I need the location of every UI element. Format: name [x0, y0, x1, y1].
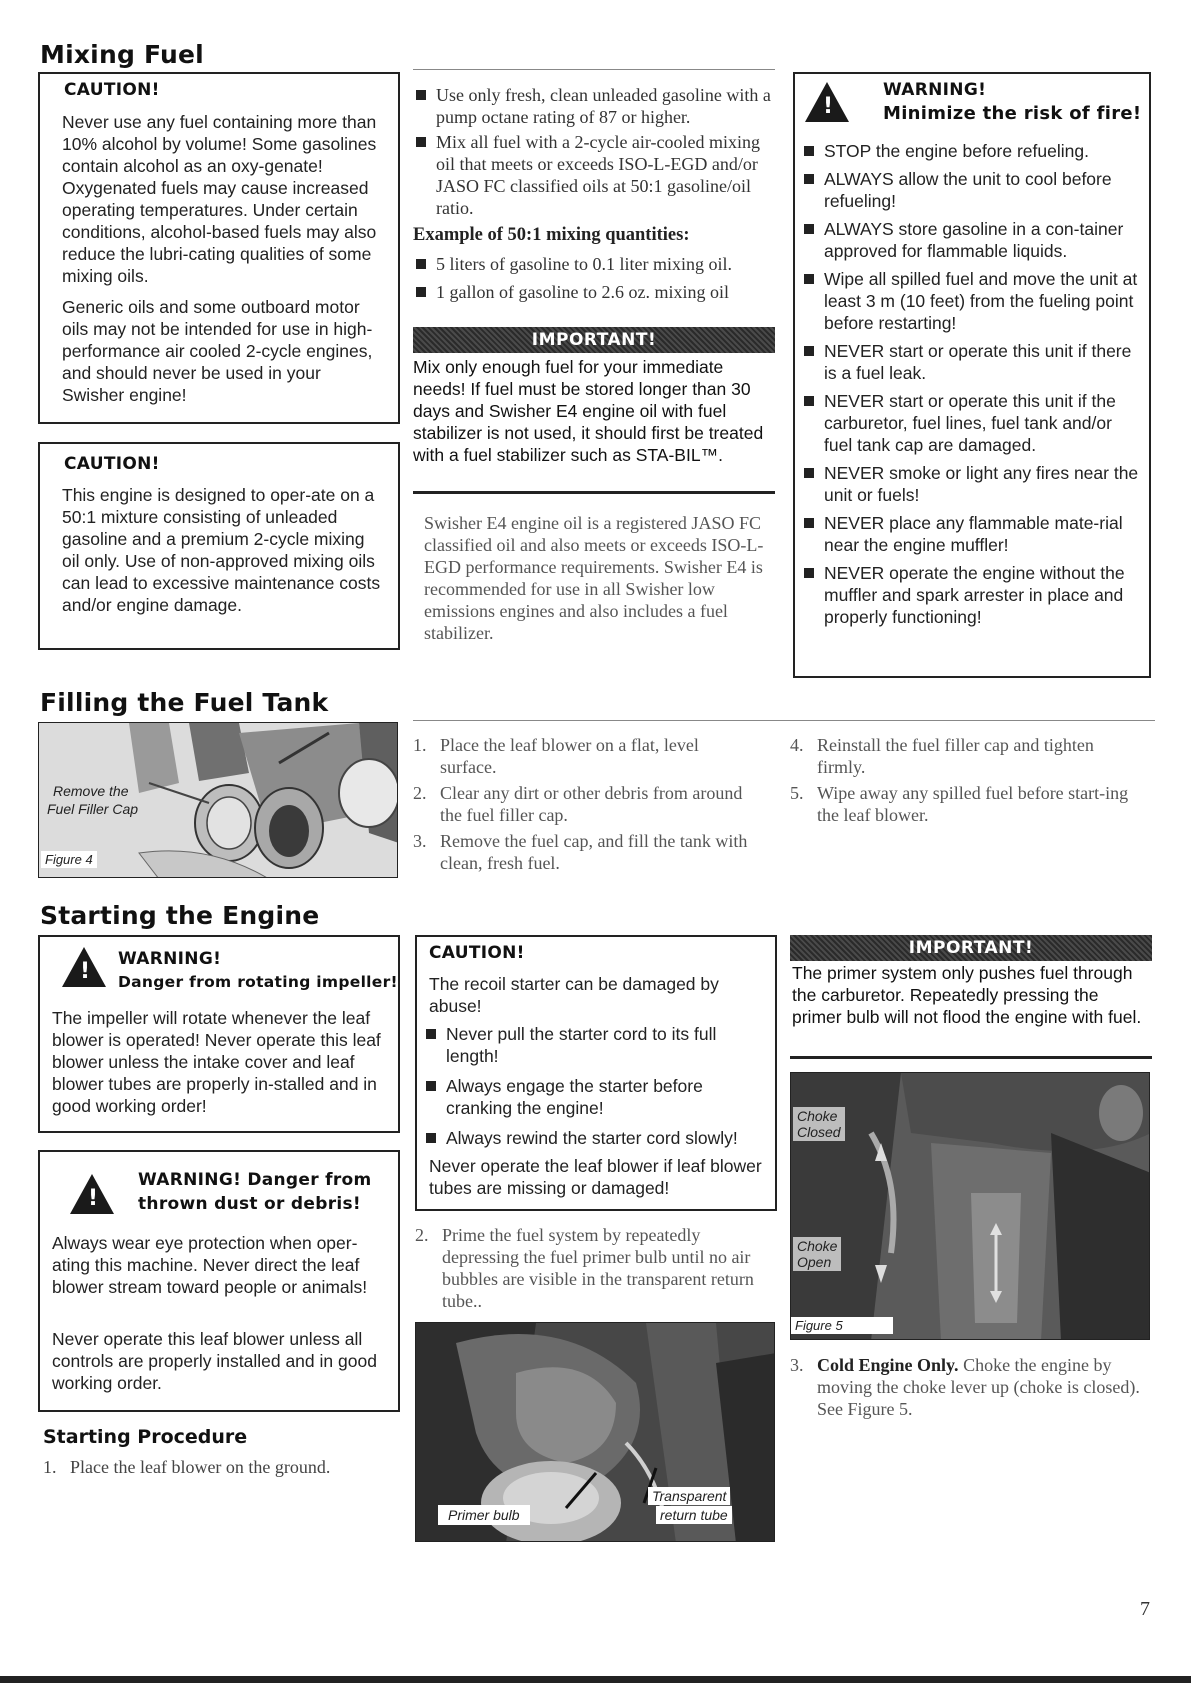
figure-tag: Figure 4: [41, 851, 97, 868]
figure-5-photo: [790, 1072, 1150, 1340]
caution-title: CAUTION!: [64, 454, 160, 474]
starting-step-1: [43, 1456, 403, 1482]
filling-steps-left: [413, 734, 753, 878]
step-bold-text: Cold Engine Only.: [817, 1355, 959, 1375]
list-item: ALWAYS allow the unit to cool before refueling!: [801, 168, 1141, 212]
list-item: [413, 782, 753, 826]
warning-title: WARNING!: [138, 1170, 242, 1190]
figure-label: Remove the: [53, 783, 129, 799]
warning-subtitle: thrown dust or debris!: [138, 1194, 361, 1214]
choke-label-word: Choke: [797, 1238, 838, 1254]
figure-label: Fuel Filler Cap: [47, 801, 139, 817]
example-bullets: [413, 253, 778, 306]
choke-lever-illustration: [791, 1073, 1150, 1340]
caution-oils-text: Generic oils and some outboard motor oils may not be intended for use in high-performance air cooled 2-cycle engines, and should never be used in your Swisher engine!: [62, 297, 373, 405]
warning-title: WARNING!: [118, 949, 222, 969]
transparent-label: Transparent: [648, 1487, 730, 1505]
list-item: [790, 782, 1130, 826]
warning-box-debris: [38, 1150, 400, 1412]
divider: [790, 1056, 1152, 1059]
step-number: 1.: [413, 735, 427, 755]
step-text: Remove the fuel cap, and fill the tank with clean, fresh fuel.: [440, 831, 748, 873]
section-title-mixing-fuel: Mixing Fuel: [40, 40, 204, 69]
list-item: NEVER start or operate this unit if there is a fuel leak.: [801, 340, 1141, 384]
figure-4-photo: [38, 722, 398, 878]
warning-box-impeller: [38, 935, 400, 1133]
warning-subtitle: Danger from rotating impeller!: [118, 973, 398, 991]
swisher-oil-note: Swisher E4 engine oil is a registered JASO FC classified oil and also meets or exceeds ISO-L-EGD performance requirements. Swisher E4 is recommended for use in all Swisher low emissions engines and also includes a fuel stabilizer.: [424, 513, 764, 643]
important-banner: IMPORTANT!: [413, 327, 775, 353]
list-item: Wipe all spilled fuel and move the unit at least 3 m (10 feet) from the fueling point before restarting!: [801, 268, 1141, 334]
page-number: 7: [1140, 1598, 1150, 1620]
list-item: ALWAYS store gasoline in a con-tainer approved for flammable liquids.: [801, 218, 1141, 262]
caution-title: CAUTION!: [429, 943, 525, 963]
caution-alcohol-text: Never use any fuel containing more than 10% alcohol by volume! Some gasolines contain alcohol as an oxy-genate! Oxygenated fuels may cause increased operating temperatures. Under certain conditions, alcohol-based fuels may also reduce the lubri-cating qualities of some mixing oils.: [62, 112, 377, 286]
important-text: Mix only enough fuel for your immediate needs! If fuel must be stored longer than 30 days and Swisher E4 engine oil with fuel stabilizer is not used, it should first be treated with a fuel stabilizer such as STA-BIL™.: [413, 357, 764, 465]
list-item: NEVER smoke or light any fires near the unit or fuels!: [801, 462, 1141, 506]
caution-box-recoil: [415, 935, 777, 1211]
step-number: 2.: [415, 1225, 429, 1245]
important-text: The primer system only pushes fuel through the carburetor. Repeatedly pressing the primer bulb will not flood the engine with fuel.: [792, 963, 1142, 1027]
list-item: 5 liters of gasoline to 0.1 liter mixing oil.: [413, 253, 778, 275]
important-banner: IMPORTANT!: [790, 935, 1152, 961]
warning-subtitle: Minimize the risk of fire!: [883, 103, 1142, 124]
return-tube-label: return tube: [656, 1506, 732, 1524]
list-item: [790, 1354, 1150, 1420]
warning-title: WARNING!: [883, 80, 987, 100]
divider: [413, 720, 1155, 721]
list-item: NEVER start or operate this unit if the carburetor, fuel lines, fuel tank and/or fuel tank cap are damaged.: [801, 390, 1141, 456]
list-item: [415, 1224, 775, 1312]
primer-bulb-label: Primer bulb: [438, 1505, 530, 1525]
caution-outro: Never operate the leaf blower if leaf blower tubes are missing or damaged!: [429, 1156, 762, 1198]
step-number: 1.: [43, 1457, 57, 1477]
list-item: 1 gallon of gasoline to 2.6 oz. mixing oil: [413, 281, 778, 303]
starting-step-2: [415, 1224, 775, 1316]
step-text: Wipe away any spilled fuel before start-ing the leaf blower.: [817, 783, 1129, 825]
filling-steps-right: [790, 734, 1130, 830]
list-item: Mix all fuel with a 2-cycle air-cooled mixing oil that meets or exceeds ISO-L-EGD and/or JASO FC classified oils at 50:1 gasoline/oil ratio.: [413, 131, 778, 219]
warning-title-line: [138, 1170, 372, 1190]
warning-box-fire: [793, 72, 1151, 678]
recoil-caution-list: [423, 1023, 769, 1152]
step-number: 2.: [413, 783, 427, 803]
starting-procedure-title: Starting Procedure: [43, 1426, 248, 1448]
choke-label-word: Choke: [797, 1108, 838, 1124]
closed-label-word: Closed: [797, 1124, 841, 1140]
mixing-bullets: [413, 84, 778, 222]
step-number: 5.: [790, 783, 804, 803]
caution-title: CAUTION!: [64, 80, 160, 100]
caution-mixture-text: This engine is designed to oper-ate on a 50:1 mixture consisting of unleaded gasoline and a premium 2-cycle mixing oil only. Use of non-approved mixing oils can lead to excessive maintenance costs and/or engine damage.: [62, 485, 381, 615]
divider: [413, 491, 775, 494]
caution-intro: The recoil starter can be damaged by abuse!: [429, 974, 719, 1016]
warning-triangle-icon: [805, 82, 849, 122]
list-item: [413, 734, 753, 778]
list-item: [43, 1456, 403, 1478]
open-label-word: Open: [797, 1254, 832, 1270]
list-item: STOP the engine before refueling.: [801, 140, 1141, 162]
step-text: Reinstall the fuel filler cap and tighten firmly.: [817, 735, 1094, 777]
step-text: Choke the engine by moving the choke lever up (choke is closed). See Figure 5.: [817, 1355, 1140, 1419]
list-item: NEVER operate the engine without the muffler and spark arrester in place and properly functioning!: [801, 562, 1141, 628]
list-item: Always rewind the starter cord slowly!: [423, 1127, 769, 1149]
step-text: Place the leaf blower on a flat, level surface.: [440, 735, 699, 777]
step-number: 3.: [413, 831, 427, 851]
choke-closed-label: [793, 1107, 845, 1141]
step-text: Clear any dirt or other debris from around the fuel filler cap.: [440, 783, 743, 825]
section-title-starting: Starting the Engine: [40, 901, 320, 930]
list-item: NEVER place any flammable mate-rial near the engine muffler!: [801, 512, 1141, 556]
divider: [413, 69, 775, 70]
debris-warning-text: Always wear eye protection when oper-ating this machine. Never direct the leaf blower stream toward people or animals!: [52, 1233, 368, 1297]
list-item: [790, 734, 1130, 778]
figure-tag: Figure 5: [791, 1317, 893, 1334]
list-item: Use only fresh, clean unleaded gasoline with a pump octane rating of 87 or higher.: [413, 84, 778, 128]
step-text: Place the leaf blower on the ground.: [70, 1457, 331, 1477]
step-number: 4.: [790, 735, 804, 755]
choke-open-label: [793, 1237, 841, 1271]
list-item: Always engage the starter before cranking the engine!: [423, 1075, 769, 1119]
warning-title-rest: Danger from: [241, 1170, 372, 1190]
list-item: Never pull the starter cord to its full length!: [423, 1023, 769, 1067]
warning-triangle-icon: [62, 947, 106, 987]
list-item: [413, 830, 753, 874]
caution-box-mixture: [38, 442, 400, 650]
step-text: Prime the fuel system by repeatedly depressing the fuel primer bulb until no air bubbles are visible in the transparent return tube..: [442, 1225, 754, 1311]
bottom-edge-bar: [0, 1676, 1191, 1683]
starting-step-3: [790, 1354, 1150, 1424]
primer-bulb-photo: [415, 1322, 775, 1542]
example-title: Example of 50:1 mixing quantities:: [413, 225, 690, 245]
caution-box-alcohol: [38, 72, 400, 424]
controls-warning-text: Never operate this leaf blower unless all controls are properly installed and in good working order.: [52, 1329, 377, 1393]
impeller-warning-text: The impeller will rotate whenever the leaf blower is operated! Never operate this leaf blower unless the intake cover and leaf blower tubes are properly in-stalled and in good working order!: [52, 1008, 381, 1116]
section-title-filling: Filling the Fuel Tank: [40, 688, 329, 717]
fire-warning-list: [801, 140, 1141, 631]
step-number: 3.: [790, 1355, 804, 1375]
warning-triangle-icon: [70, 1174, 114, 1214]
